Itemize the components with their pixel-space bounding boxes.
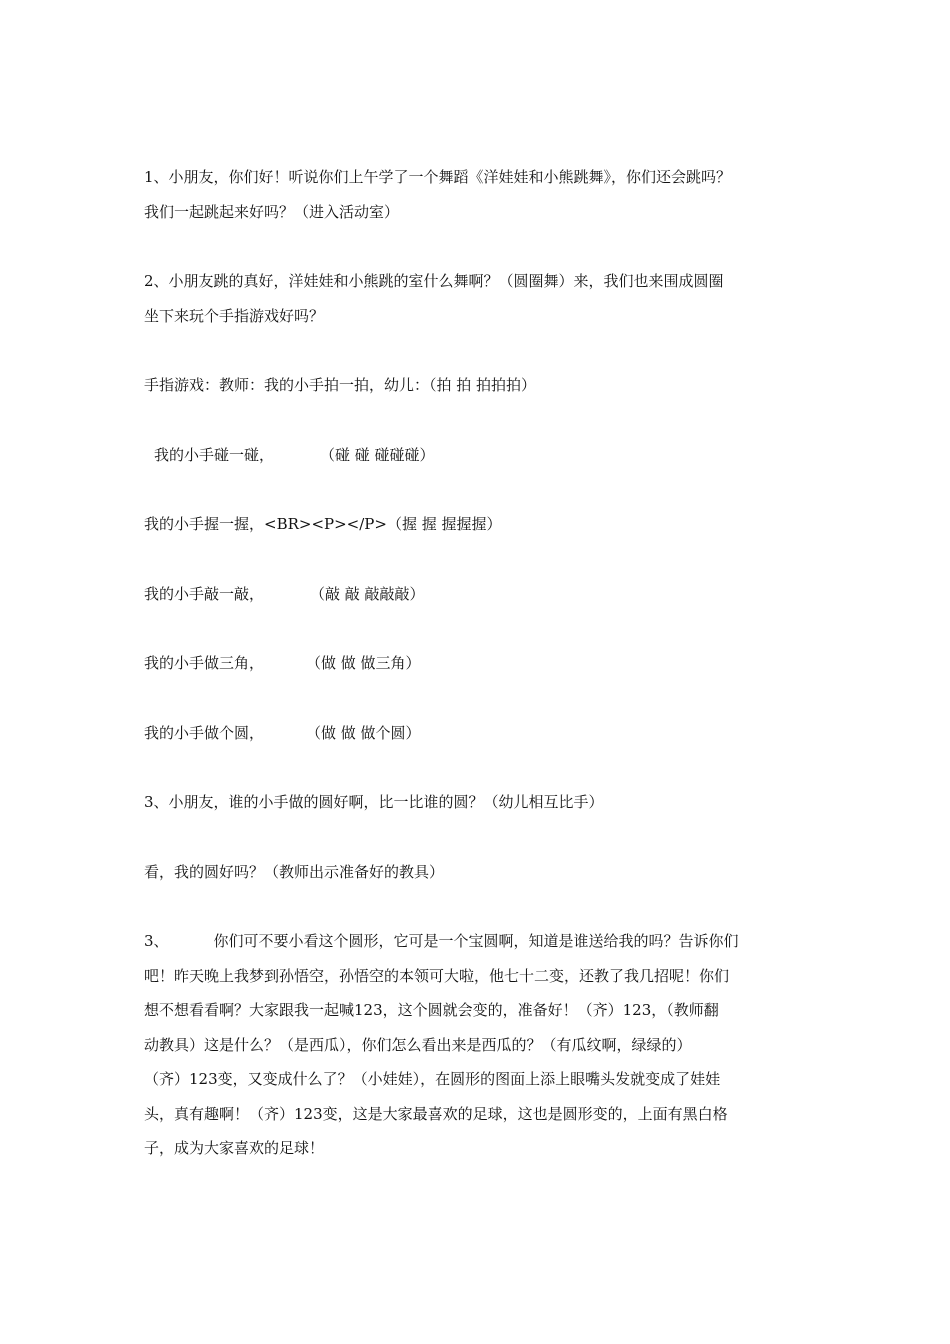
rhyme-4-left: 我的小手做三角， bbox=[144, 654, 265, 672]
finger-game-intro bbox=[144, 368, 810, 403]
paragraph-5-number: 3、 bbox=[144, 932, 169, 950]
paragraph-3 bbox=[144, 785, 810, 820]
paragraph-5-line-6: 头，真有趣啊！（齐）123变，这是大家最喜欢的足球，这也是圆形变的，上面有黑白格 bbox=[144, 1104, 728, 1123]
paragraph-5-line-5: （齐）123变，又变成什么了？（小娃娃），在圆形的图面上添上眼嘴头发就变成了娃娃 bbox=[144, 1070, 721, 1088]
rhyme-2-left: 我的小手握一握，<BR><P></P> bbox=[144, 515, 387, 533]
rhyme-3-right: （敲 敲 敲敲敲） bbox=[310, 584, 425, 603]
paragraph-4 bbox=[144, 855, 810, 890]
rhyme-line-3 bbox=[144, 577, 810, 612]
paragraph-2-line-1: 2、小朋友跳的真好，洋娃娃和小熊跳的室什么舞啊？（圆圈舞）来，我们也来围成圆圈 bbox=[144, 272, 724, 290]
paragraph-5-line-3: 想不想看看啊？大家跟我一起喊123，这个圆就会变的，准备好！（齐）123，（教师翻 bbox=[144, 1001, 719, 1019]
document-body bbox=[144, 160, 810, 1201]
rhyme-3-left: 我的小手敲一敲， bbox=[144, 584, 265, 603]
paragraph-2-line-2: 坐下来玩个手指游戏好吗？ bbox=[144, 306, 325, 325]
paragraph-3-text: 3、小朋友，谁的小手做的圆好啊，比一比谁的圆？（幼儿相互比手） bbox=[144, 793, 604, 811]
paragraph-5-line-2: 吧！昨天晚上我梦到孙悟空，孙悟空的本领可大啦，他七十二变，还教了我几招呢！你们 bbox=[144, 966, 730, 985]
paragraph-1-line-2: 我们一起跳起来好吗？（进入活动室） bbox=[144, 202, 400, 221]
rhyme-line-2 bbox=[144, 507, 810, 542]
rhyme-2-right: （握 握 握握握） bbox=[386, 515, 502, 533]
paragraph-5-line-4: 动教具）这是什么？（是西瓜），你们怎么看出来是西瓜的？（有瓜纹啊，绿绿的） bbox=[144, 1035, 692, 1054]
rhyme-1-left: 我的小手碰一碰， bbox=[154, 445, 275, 464]
rhyme-line-1 bbox=[144, 438, 810, 473]
paragraph-5-line-1: 你们可不要小看这个圆形，它可是一个宝圆啊，知道是谁送给我的吗？告诉你们 bbox=[213, 932, 739, 950]
finger-game-intro-text: 手指游戏：教师：我的小手拍一拍，幼儿：（拍 拍 拍拍拍） bbox=[144, 376, 537, 394]
paragraph-1 bbox=[144, 160, 810, 229]
paragraph-5-line-7: 子，成为大家喜欢的足球！ bbox=[144, 1139, 325, 1157]
rhyme-5-left: 我的小手做个圆， bbox=[144, 723, 265, 742]
paragraph-4-text: 看，我的圆好吗？（教师出示准备好的教具） bbox=[144, 862, 445, 881]
rhyme-line-5 bbox=[144, 716, 810, 751]
rhyme-1-right: （碰 碰 碰碰碰） bbox=[320, 445, 435, 464]
rhyme-line-4 bbox=[144, 646, 810, 681]
paragraph-2 bbox=[144, 264, 810, 333]
rhyme-5-right: （做 做 做个圆） bbox=[306, 723, 421, 742]
paragraph-1-line-1: 1、小朋友，你们好！听说你们上午学了一个舞蹈《洋娃娃和小熊跳舞》，你们还会跳吗？ bbox=[144, 168, 732, 186]
paragraph-5 bbox=[144, 924, 810, 1166]
rhyme-4-right: （做 做 做三角） bbox=[306, 654, 421, 672]
